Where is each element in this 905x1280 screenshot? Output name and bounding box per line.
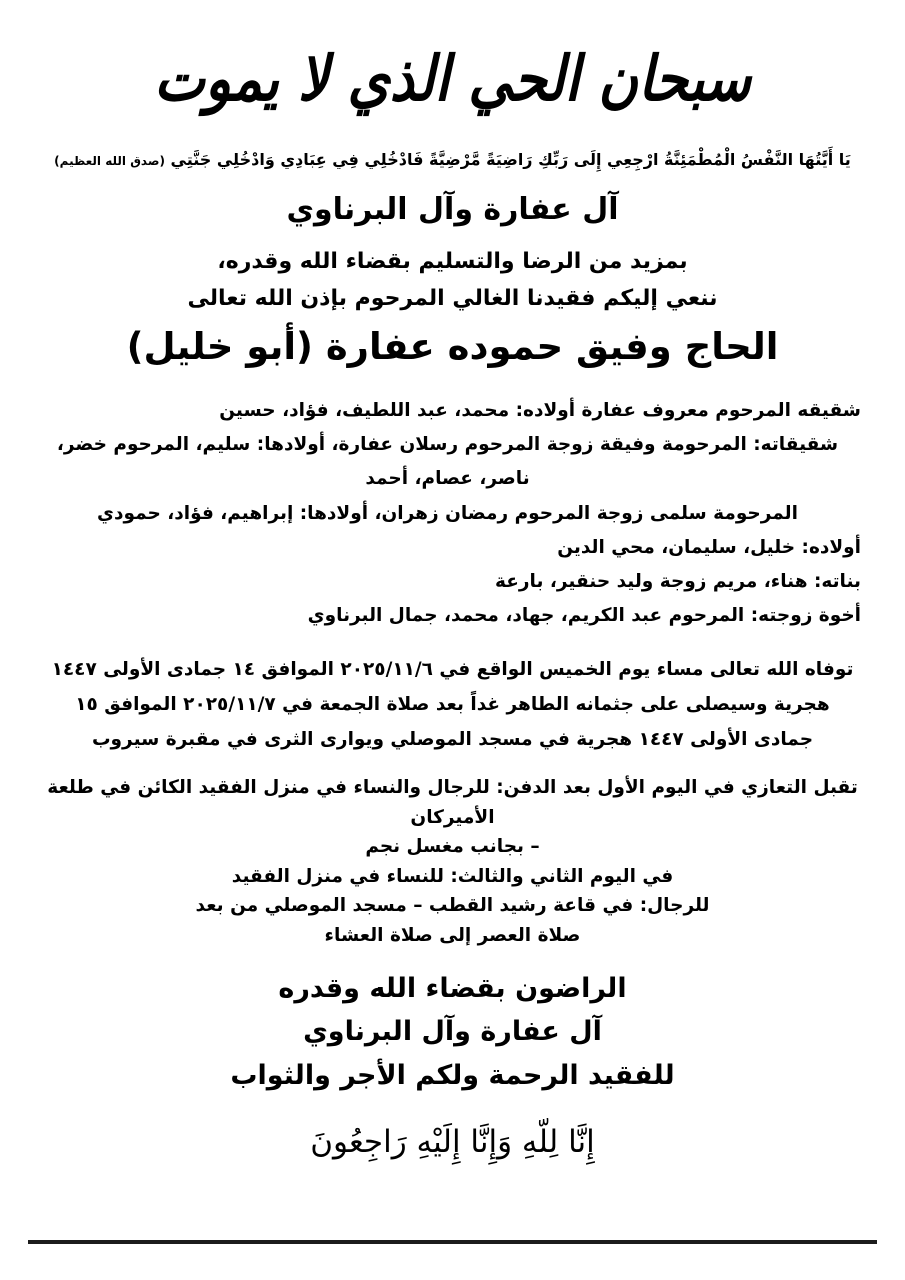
family-line-brother: شقيقه المرحوم معروف عفارة أولاده: محمد، عبد اللطيف، فؤاد، حسين [219, 400, 861, 421]
family-line-sister-salma: المرحومة سلمى زوجة المرحوم رمضان زهران، أولادها: إبراهيم، فؤاد، حمودي [97, 502, 798, 524]
announcement-intro-line-1: بمزيد من الرضا والتسليم بقضاء الله وقدره، [217, 249, 688, 274]
condolence-line-landmark: – بجانب مغسل نجم [365, 836, 540, 858]
quran-verse-attribution: (صدق الله العظيم) [54, 154, 165, 168]
funeral-line-prayer-date: هجرية وسيصلى على جثمانه الطاهر غداً بعد صلاة الجمعة في ٢٠٢٥/١١/٧ الموافق ١٥ [75, 693, 830, 715]
closing-line-mercy: للفقيد الرحمة ولكم الأجر والثواب [230, 1059, 675, 1091]
condolences-section [0, 773, 905, 951]
funeral-details-section [0, 652, 905, 757]
funeral-line-burial-place: جمادى الأولى ١٤٤٧ هجرية في مسجد الموصلي ويوارى الثرى في مقبرة سيروب [91, 728, 814, 750]
condolence-line-men-location: للرجال: في قاعة رشيد القطب – مسجد الموصلي من بعد [195, 895, 710, 917]
condolence-line-times: صلاة العصر إلى صلاة العشاء [324, 924, 581, 946]
condolence-line-second-third-day: في اليوم الثاني والثالث: للنساء في منزل الفقيد [231, 865, 674, 887]
family-line-wife-brothers: أخوة زوجته: المرحوم عبد الكريم، جهاد، محمد، جمال البرناوي [307, 605, 861, 627]
family-line-sister-wafiqa: شقيقاته: المرحومة وفيقة زوجة المرحوم رسلان عفارة، أولادها: سليم، المرحوم خضر، ناصر، عصام، أحمد [56, 434, 839, 490]
family-line-daughters: بناته: هناء، مريم زوجة وليد حنقير، بارعة [495, 571, 861, 593]
quran-verse-line [0, 148, 905, 172]
families-title: آل عفارة وآل البرناوي [286, 192, 619, 227]
bottom-divider [28, 1240, 877, 1244]
calligraphy-header: سبحان الحي الذي لا يموت [154, 41, 751, 115]
quran-verse-text: يَا أَيَّتُهَا النَّفْسُ الْمُطْمَئِنَّةُ ارْجِعِي إِلَى رَبِّكِ رَاضِيَةً مَّرْضِيَّةً فَادْخُلِي فِي عِبَادِي وَادْخُلِي جَنَّتِي [170, 150, 851, 169]
closing-line-accepting-fate: الراضون بقضاء الله وقدره [278, 972, 627, 1004]
footer-quran-verse: إِنَّا لِلّهِ وَإِنَّا إِلَيْهِ رَاجِعُونَ [310, 1123, 595, 1160]
funeral-line-death-date: توفاه الله تعالى مساء يوم الخميس الواقع في ٢٠٢٥/١١/٦ الموافق ١٤ جمادى الأولى ١٤٤٧ [51, 658, 854, 680]
condolence-line-first-day: تقبل التعازي في اليوم الأول بعد الدفن: للرجال والنساء في منزل الفقيد الكائن في طلعة الأميركان [47, 776, 858, 828]
deceased-name: الحاج وفيق حموده عفارة (أبو خليل) [126, 325, 779, 368]
closing-line-families: آل عفارة وآل البرناوي [303, 1016, 602, 1048]
announcement-intro-line-2: ننعي إليكم فقيدنا الغالي المرحوم بإذن الله تعالى [187, 286, 718, 311]
closing-section [0, 967, 905, 1098]
family-details-section [0, 394, 905, 634]
family-line-sons: أولاده: خليل، سليمان، محي الدين [557, 536, 861, 558]
